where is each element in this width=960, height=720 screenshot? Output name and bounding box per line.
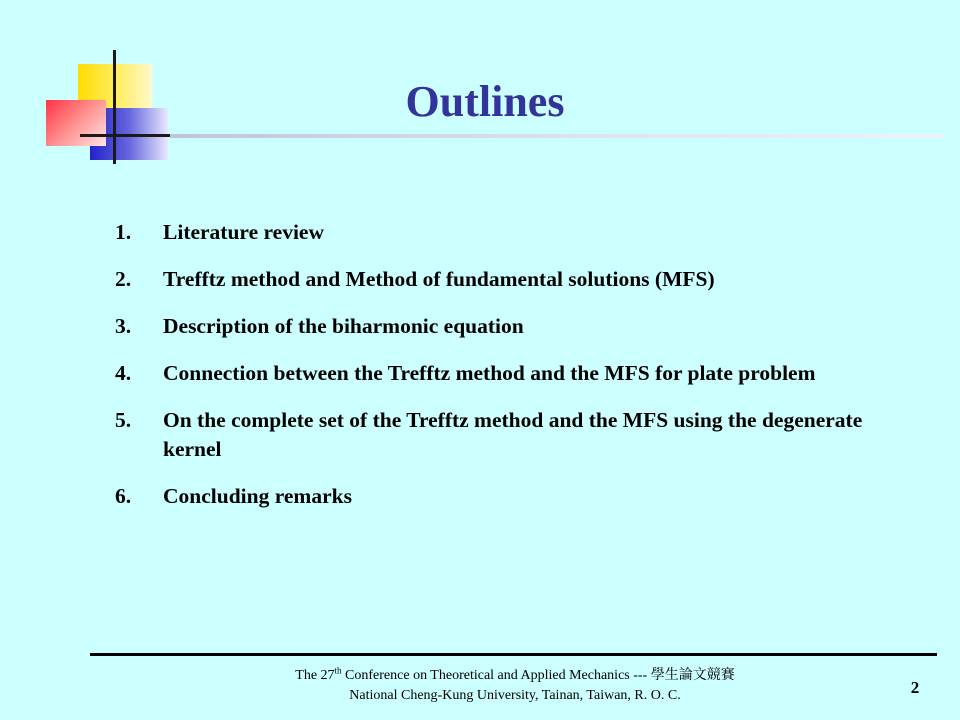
footer-ordinal-suffix: th — [334, 665, 342, 676]
footer-conference-prefix: The 27 — [295, 668, 335, 683]
outline-item-number: 6. — [115, 484, 132, 508]
outline-item — [115, 265, 875, 294]
outline-item-number: 2. — [115, 267, 132, 291]
title-underline-rule — [170, 134, 944, 138]
slide-title: Outlines — [405, 77, 565, 126]
outline-item — [115, 359, 875, 388]
decorative-red-square — [46, 100, 106, 146]
outline-item-number: 5. — [115, 408, 132, 432]
page-number: 2 — [910, 678, 920, 697]
outline-item — [115, 312, 875, 341]
outline-item-text: Description of the biharmonic equation — [163, 314, 524, 338]
footer-university-line: National Cheng-Kung University, Tainan, Taiwan, R. O. C. — [349, 688, 681, 703]
outline-item-text: Trefftz method and Method of fundamental solutions (MFS) — [163, 267, 715, 291]
outline-item-text: Connection between the Trefftz method and the MFS for plate problem — [163, 361, 816, 385]
outline-item-text: On the complete set of the Trefftz method and the MFS using the degenerate kernel — [163, 408, 863, 461]
outline-list — [115, 218, 875, 529]
outline-item-number: 3. — [115, 314, 132, 338]
footer-conference-line — [170, 666, 860, 686]
outline-item-number: 4. — [115, 361, 132, 385]
footer-conference-suffix: Conference on Theoretical and Applied Mechanics --- 學生論文競賽 — [341, 668, 735, 683]
outline-item-text: Concluding remarks — [163, 484, 352, 508]
footer-text — [170, 666, 860, 706]
decorative-vertical-line — [113, 50, 116, 164]
outline-item — [115, 482, 875, 511]
outline-item-text: Literature review — [163, 220, 324, 244]
outline-item — [115, 406, 875, 464]
footer-rule — [90, 653, 937, 656]
outline-item-number: 1. — [115, 220, 132, 244]
outline-item — [115, 218, 875, 247]
decorative-horizontal-line — [80, 134, 180, 137]
